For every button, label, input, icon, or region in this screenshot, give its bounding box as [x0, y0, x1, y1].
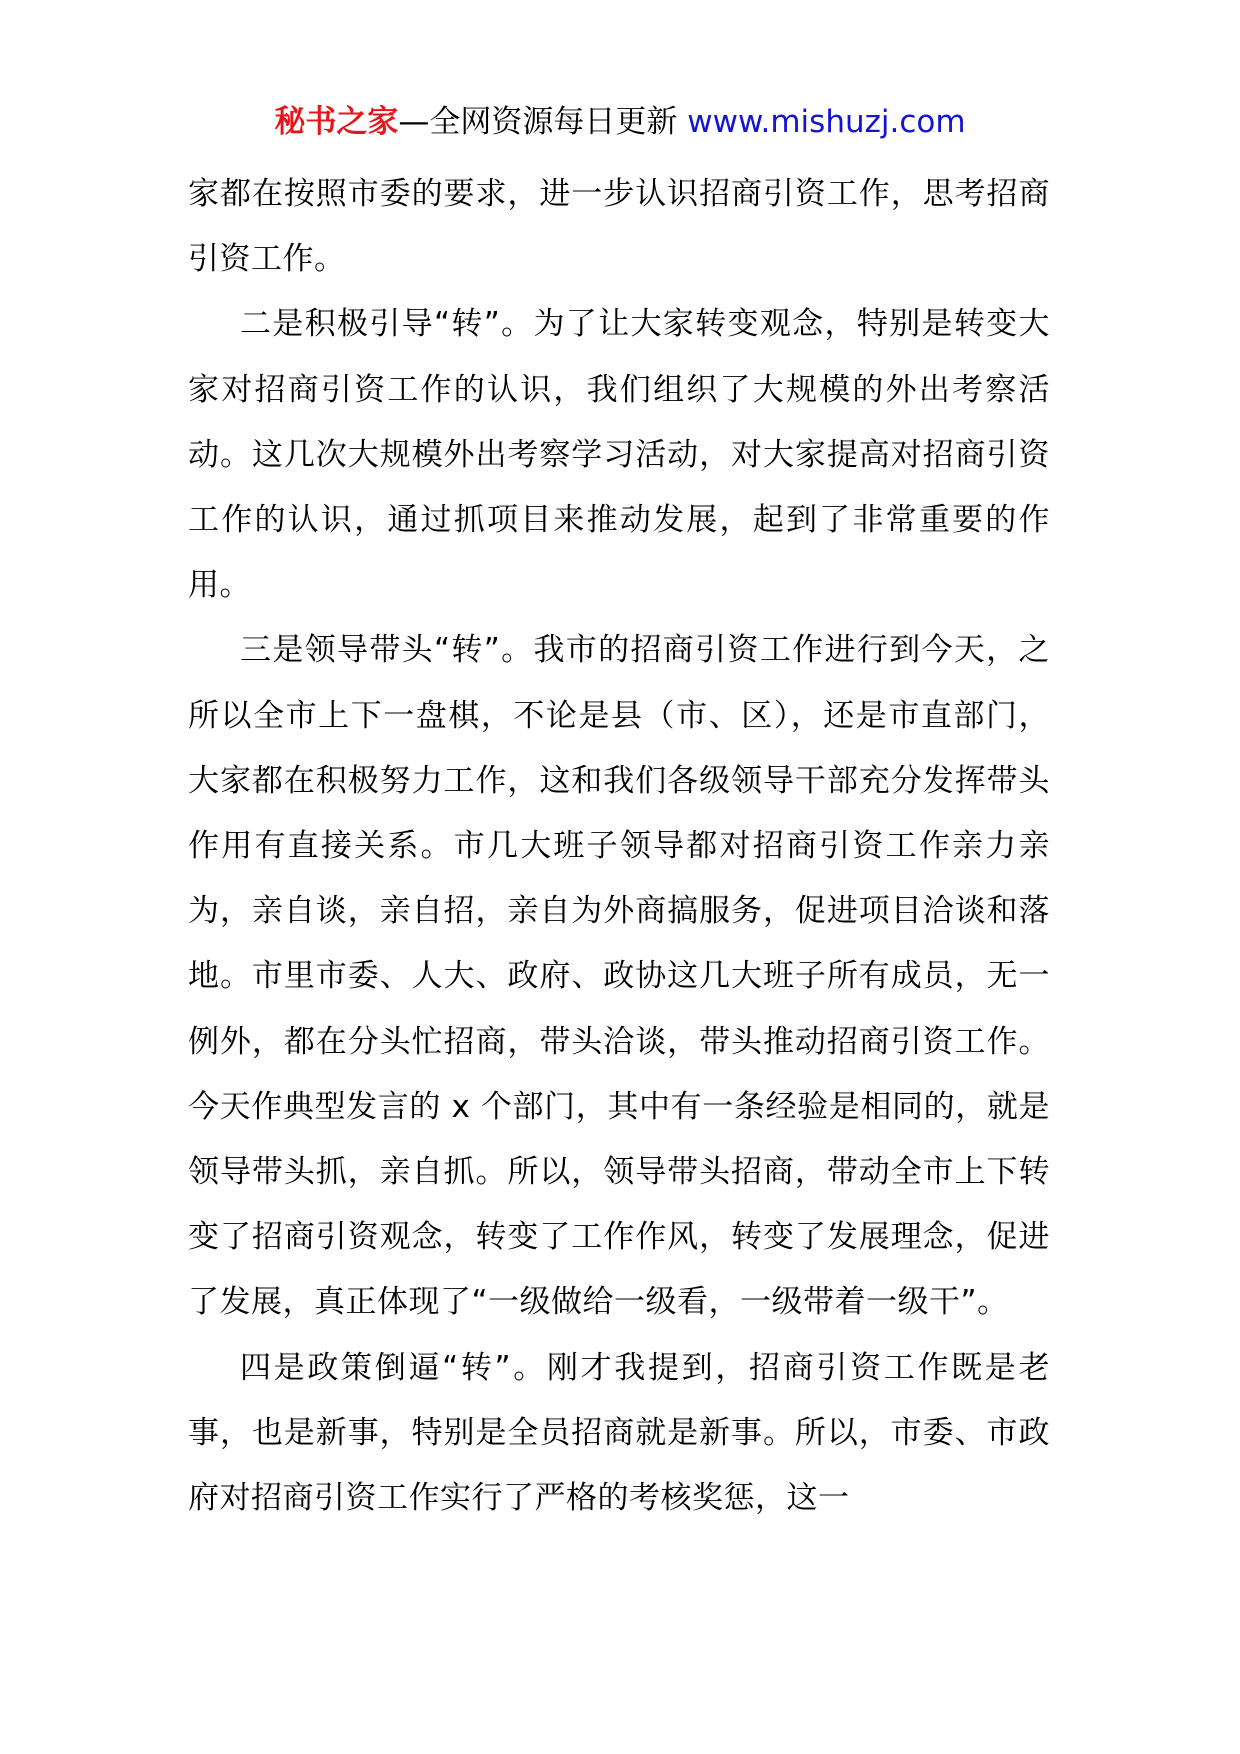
- page-header: [0, 100, 1240, 144]
- paragraph-continuation: 家都在按照市委的要求，进一步认识招商引资工作，思考招商引资工作。: [188, 176, 1050, 278]
- brand-name: 秘书之家: [274, 104, 399, 140]
- header-tagline: —全网资源每日更新: [398, 104, 688, 140]
- website-link[interactable]: www.mishuzj.com: [687, 104, 966, 140]
- document-body: [188, 162, 1050, 1531]
- paragraph-point-two: 二是积极引导“转”。为了让大家转变观念，特别是转变大家对招商引资工作的认识，我们组织了大规模的外出考察活动。这几次大规模外出考察学习活动，对大家提高对招商引资工作的认识，通过抓项目来推动发展，起到了非常重要的作用。: [188, 306, 1050, 604]
- paragraph-point-four: 四是政策倒逼“转”。刚才我提到，招商引资工作既是老事，也是新事，特别是全员招商就是新事。所以，市委、市政府对招商引资工作实行了严格的考核奖惩，这一: [188, 1349, 1050, 1517]
- paragraph-point-three: 三是领导带头“转”。我市的招商引资工作进行到今天，之所以全市上下一盘棋，不论是县（市、区），还是市直部门，大家都在积极努力工作，这和我们各级领导干部充分发挥带头作用有直接关系。市几大班子领导都对招商引资工作亲力亲为，亲自谈，亲自招，亲自为外商搞服务，促进项目洽谈和落地。市里市委、人大、政府、政协这几大班子所有成员，无一例外，都在分头忙招商，带头洽谈，带头推动招商引资工作。今天作典型发言的 x 个部门，其中有一条经验是相同的，就是领导带头抓，亲自抓。所以，领导带头招商，带动全市上下转变了招商引资观念，转变了工作作风，转变了发展理念，促进了发展，真正体现了“一级做给一级看，一级带着一级干”。: [188, 632, 1050, 1321]
